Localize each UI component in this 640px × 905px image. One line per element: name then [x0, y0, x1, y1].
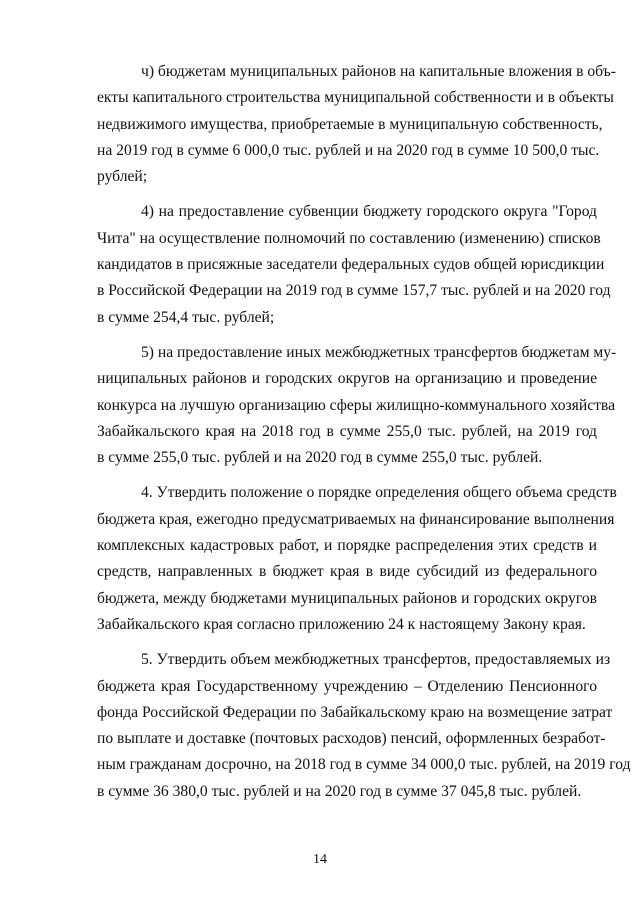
text-line: кандидатов в присяжные заседатели федеральных судов общей юрисдикции — [97, 256, 605, 274]
text-line: в сумме 36 380,0 тыс. рублей и на 2020 год в сумме 37 045,8 тыс. рублей. — [97, 782, 582, 800]
paragraph-item-4 — [97, 199, 611, 330]
text-line: бюджета края, ежегодно предусматриваемых на финансирование выполнения — [97, 510, 615, 528]
text-line: фонда Российской Федерации по Забайкальскому краю на возмещение затрат — [97, 703, 613, 721]
text-line: в сумме 255,0 тыс. рублей и на 2020 год в сумме 255,0 тыс. рублей. — [97, 449, 543, 467]
text-line: Чита" на осуществление полномочий по составлению (изменению) списков — [97, 229, 601, 247]
text-line: Забайкальского края на 2018 год в сумме 255,0 тыс. рублей, на 2019 год — [97, 422, 597, 440]
text-line: недвижимого имущества, приобретаемые в муниципальную собственность, — [97, 115, 603, 133]
paragraph-item-5 — [97, 340, 617, 471]
text-line: средств, направленных в бюджет края в виде субсидий из федерального — [97, 563, 597, 581]
text-line: екты капитального строительства муниципальной собственности и в объекты — [97, 89, 614, 107]
text-line: 5. Утвердить объем межбюджетных трансфертов, предоставляемых из — [141, 651, 611, 669]
paragraph-section-4 — [97, 480, 617, 638]
paragraph-item-ch — [97, 59, 616, 190]
document-body — [97, 59, 631, 814]
paragraph-section-5 — [97, 647, 631, 805]
text-line: ниципальных районов и городских округов на организацию и проведение — [97, 370, 597, 388]
text-line: в сумме 254,4 тыс. рублей; — [97, 308, 275, 326]
text-line: бюджета края Государственному учреждению – Отделению Пенсионного — [97, 677, 597, 695]
text-line: бюджета, между бюджетами муниципальных районов и городских округов — [97, 589, 597, 607]
text-line: ным гражданам досрочно, на 2018 год в сумме 34 000,0 тыс. рублей, на 2019 год — [97, 756, 631, 774]
text-line: 4) на предоставление субвенции бюджету городского округа "Город — [141, 203, 597, 221]
text-line: конкурса на лучшую организацию сферы жилищно-коммунального хозяйства — [97, 396, 616, 414]
text-line: в Российской Федерации на 2019 год в сумме 157,7 тыс. рублей и на 2020 год — [97, 282, 611, 300]
text-line: рублей; — [97, 168, 148, 186]
page-number: 14 — [313, 852, 327, 867]
text-line: 4. Утвердить положение о порядке определения общего объема средств — [141, 484, 617, 502]
text-line: комплексных кадастровых работ, и порядке распределения этих средств и — [97, 537, 597, 555]
text-line: Забайкальского края согласно приложению 24 к настоящему Закону края. — [97, 615, 586, 633]
text-line: 5) на предоставление иных межбюджетных трансфертов бюджетам му- — [141, 343, 617, 361]
text-line: на 2019 год в сумме 6 000,0 тыс. рублей и на 2020 год в сумме 10 500,0 тыс. — [97, 141, 600, 159]
text-line: ч) бюджетам муниципальных районов на капитальные вложения в объ- — [141, 63, 616, 80]
text-line: по выплате и доставке (почтовых расходов) пенсий, оформленных безработ- — [97, 730, 606, 748]
